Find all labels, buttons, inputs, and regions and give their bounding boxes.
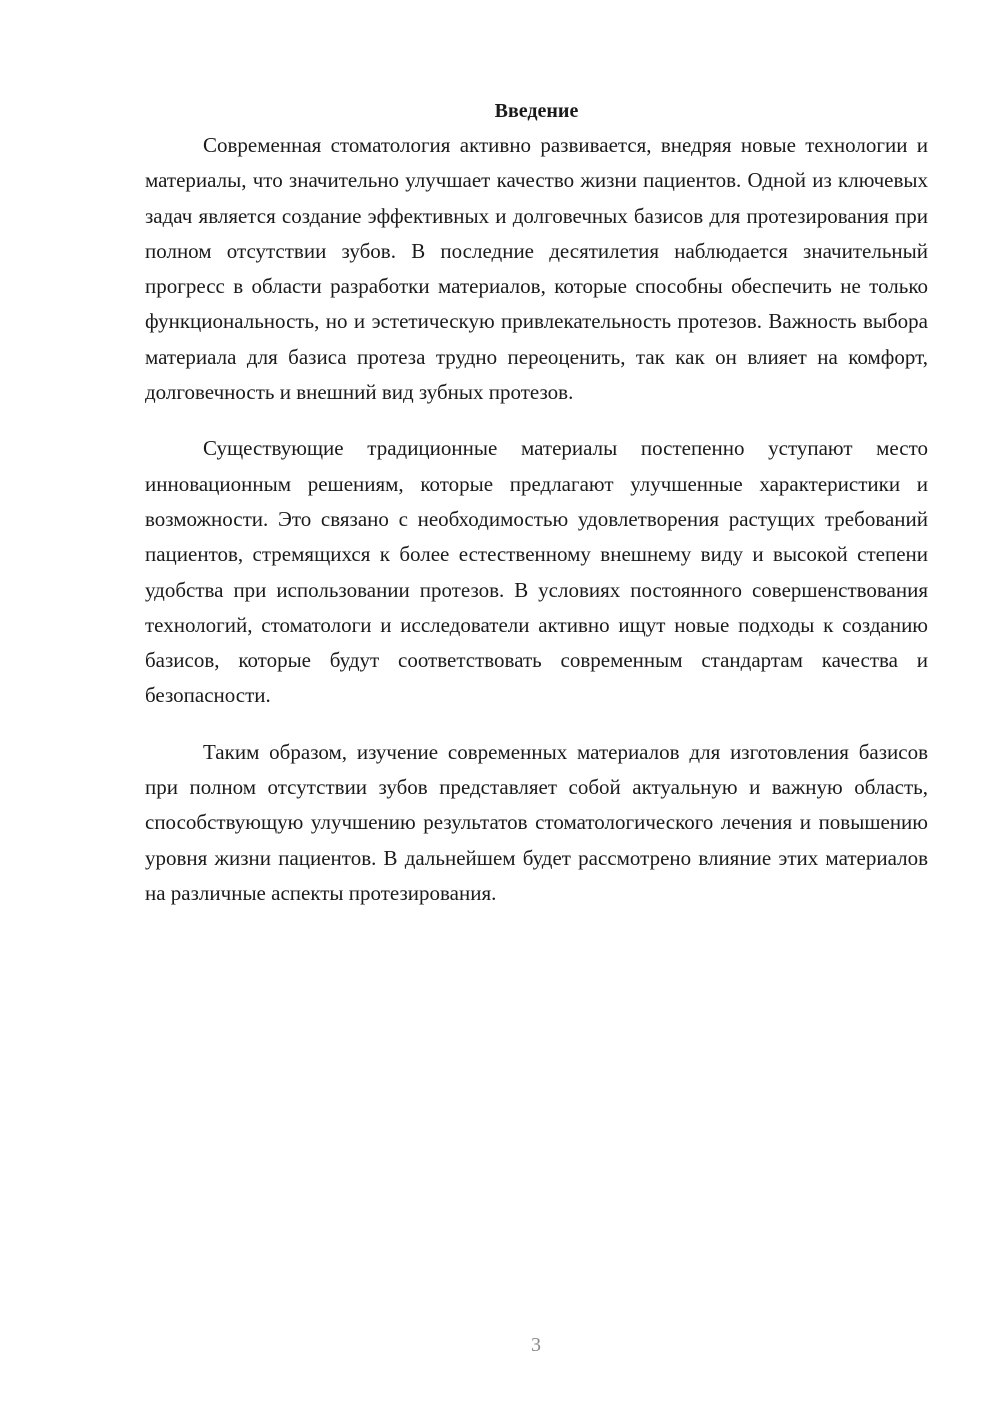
page-content <box>145 96 928 932</box>
section-title: Введение <box>494 100 579 122</box>
paragraph-1: Современная стоматология активно развивается, внедряя новые технологии и материалы, что значительно улучшает качество жизни пациентов. Одной из ключевых задач является создание эффективных и долговечных базисов для протезирования при полном отсутствии зубов. В последние десятилетия наблюдается значительный прогресс в области разработки материалов, которые способны обеспечить не только функциональность, но и эстетическую привлекательность протезов. Важность выбора материала для базиса протеза трудно переоценить, так как он влияет на комфорт, долговечность и внешний вид зубных протезов. <box>145 133 928 405</box>
paragraph-2: Существующие традиционные материалы постепенно уступают место инновационным решениям, которые предлагают улучшенные характеристики и возможности. Это связано с необходимостью удовлетворения растущих требований пациентов, стремящихся к более естественному внешнему виду и высокой степени удобства при использовании протезов. В условиях постоянного совершенствования технологий, стоматологи и исследователи активно ищут новые подходы к созданию базисов, которые будут соответствовать современным стандартам качества и безопасности. <box>145 436 928 708</box>
page-number: 3 <box>531 1334 541 1356</box>
paragraph-3: Таким образом, изучение современных материалов для изготовления базисов при полном отсутствии зубов представляет собой актуальную и важную область, способствующую улучшению результатов стоматологического лечения и повышению уровня жизни пациентов. В дальнейшем будет рассмотрено влияние этих материалов на различные аспекты протезирования. <box>145 739 928 905</box>
